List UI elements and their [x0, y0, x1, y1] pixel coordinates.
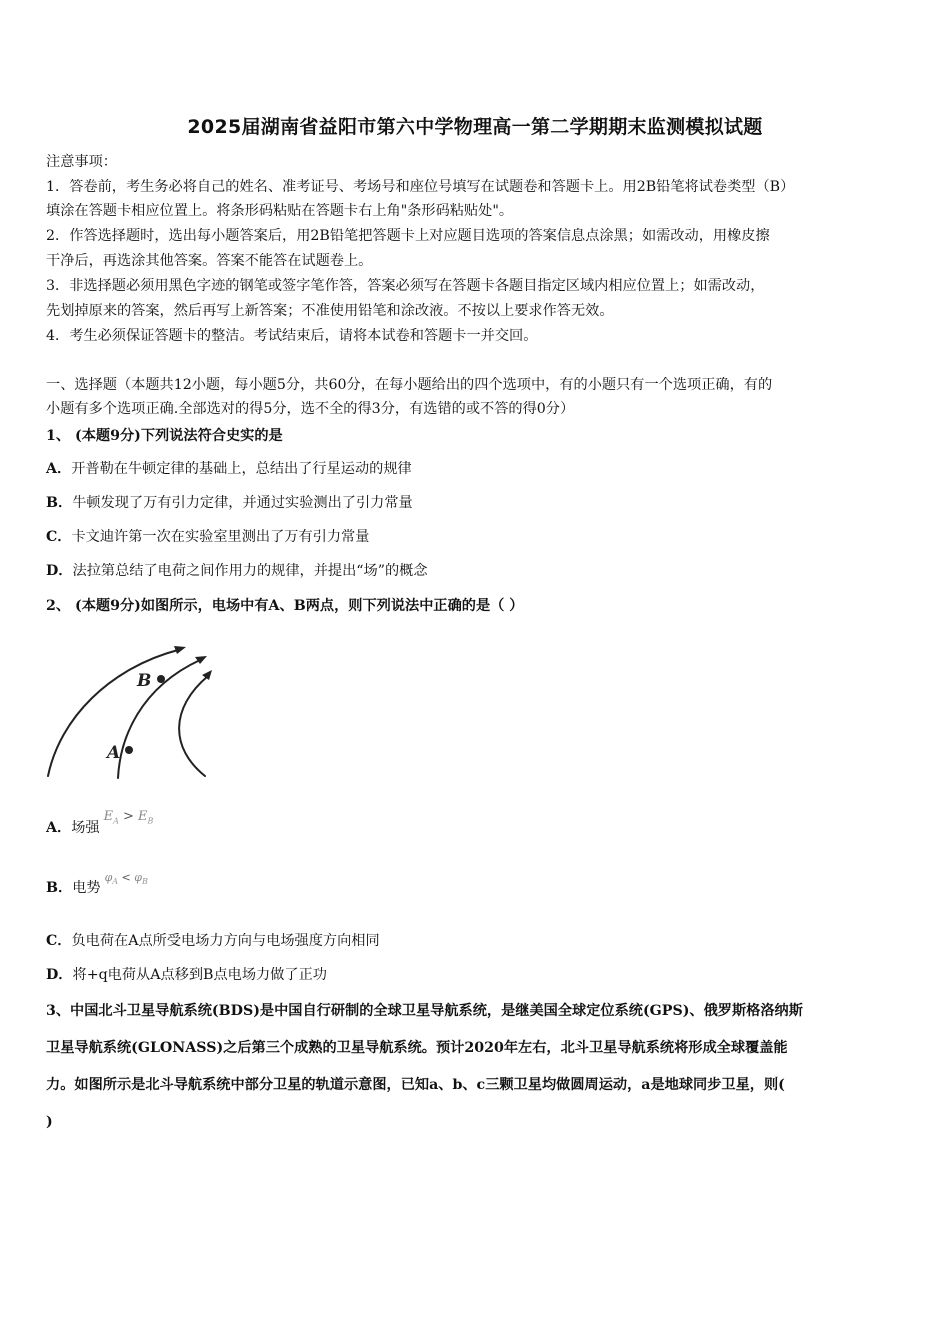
math-expression — [104, 871, 148, 887]
option-text: 开普勒在牛顿定律的基础上，总结出了行星运动的规律 — [71, 461, 412, 477]
question-3-line: 3、中国北斗卫星导航系统(BDS)是中国自行研制的全球卫星导航系统，是继美国全球定位系统(GPS)、俄罗斯格洛纳斯 — [46, 1003, 803, 1019]
label-a: A — [107, 743, 121, 763]
question-2-option-b — [46, 871, 148, 904]
math-subscript: B — [147, 816, 154, 826]
question-2-option-c — [46, 930, 380, 952]
notice-line: 3．非选择题必须用黑色字迹的钢笔或签字笔作答，答案必须写在答题卡各题目指定区域内相应位置上；如需改动， — [46, 278, 765, 294]
math-operator: < — [118, 871, 135, 884]
option-text: 将+q电荷从A点移到B点电场力做了正功 — [72, 967, 327, 983]
option-text: 负电荷在A点所受电场力方向与电场强度方向相同 — [71, 933, 380, 949]
option-label: D． — [46, 563, 73, 579]
question-2-stem: 2、 (本题9分)如图所示，电场中有A、B两点，则下列说法中正确的是（ ） — [46, 598, 524, 614]
arrowhead — [195, 656, 207, 664]
option-text: 场强 — [71, 820, 100, 836]
math-symbol: φ — [104, 871, 113, 884]
math-symbol: E — [103, 809, 114, 824]
math-subscript: A — [112, 877, 119, 887]
question-1-option-b — [46, 492, 413, 514]
option-label: A． — [46, 461, 72, 477]
option-label: B． — [46, 880, 73, 896]
math-subscript: A — [113, 816, 119, 826]
option-text: 牛顿发现了万有引力定律，并通过实验测出了引力常量 — [72, 495, 413, 511]
math-expression — [104, 809, 154, 824]
option-label: C． — [46, 933, 72, 949]
question-2-option-d — [46, 964, 327, 986]
math-subscript: B — [141, 877, 148, 887]
question-1-option-c — [46, 526, 369, 548]
electric-field-figure — [40, 638, 230, 788]
option-text: 卡文迪许第一次在实验室里测出了万有引力常量 — [71, 529, 370, 545]
question-2-option-a — [46, 809, 154, 845]
option-text: 法拉第总结了电荷之间作用力的规律，并提出“场”的概念 — [72, 563, 428, 579]
option-label: A． — [46, 820, 72, 836]
notice-heading: 注意事项： — [46, 154, 117, 170]
arrowhead — [202, 670, 212, 680]
math-operator: > — [118, 809, 139, 824]
question-3-line: 力。如图所示是北斗导航系统中部分卫星的轨道示意图，已知a、b、c三颗卫星均做圆周运动，a是地球同步卫星，则( — [46, 1077, 785, 1093]
section-heading: 小题有多个选项正确.全部选对的得5分，选不全的得3分，有选错的或不答的得0分） — [46, 401, 575, 417]
question-1-option-d — [46, 560, 428, 582]
notice-line: 2．作答选择题时，选出每小题答案后，用2B铅笔把答题卡上对应题目选项的答案信息点涂黑；如需改动，用橡皮擦 — [46, 228, 770, 244]
arrowhead — [174, 646, 186, 654]
math-symbol: E — [138, 809, 148, 824]
option-label: B． — [46, 495, 73, 511]
point-a — [125, 746, 133, 754]
question-1-stem: 1、 (本题9分)下列说法符合史实的是 — [46, 428, 283, 444]
section-heading: 一、选择题（本题共12小题，每小题5分，共60分，在每小题给出的四个选项中，有的小题只有一个选项正确，有的 — [46, 377, 773, 393]
label-b: B — [137, 671, 152, 691]
option-label: C． — [46, 529, 72, 545]
notice-line: 1．答卷前，考生务必将自己的姓名、准考证号、考场号和座位号填写在试题卷和答题卡上。用2B铅笔将试卷类型（B） — [46, 179, 795, 195]
question-1-option-a — [46, 458, 412, 480]
question-3-line: 卫星导航系统(GLONASS)之后第三个成熟的卫星导航系统。预计2020年左右，北斗卫星导航系统将形成全球覆盖能 — [46, 1040, 788, 1056]
page-title: 2025届湖南省益阳市第六中学物理高一第二学期期末监测模拟试题 — [187, 116, 763, 138]
notice-line: 先划掉原来的答案，然后再写上新答案；不准使用铅笔和涂改液。不按以上要求作答无效。 — [46, 303, 614, 319]
notice-line: 干净后，再选涂其他答案。答案不能答在试题卷上。 — [46, 253, 373, 269]
option-text: 电势 — [72, 880, 101, 896]
field-line — [179, 676, 208, 776]
math-symbol: φ — [134, 871, 142, 884]
point-b — [157, 675, 165, 683]
notice-line: 填涂在答题卡相应位置上。将条形码粘贴在答题卡右上角"条形码粘贴处"。 — [46, 203, 514, 219]
notice-line: 4．考生必须保证答题卡的整洁。考试结束后，请将本试卷和答题卡一并交回。 — [46, 328, 538, 344]
option-label: D． — [46, 967, 73, 983]
question-3-line: ) — [46, 1114, 53, 1130]
